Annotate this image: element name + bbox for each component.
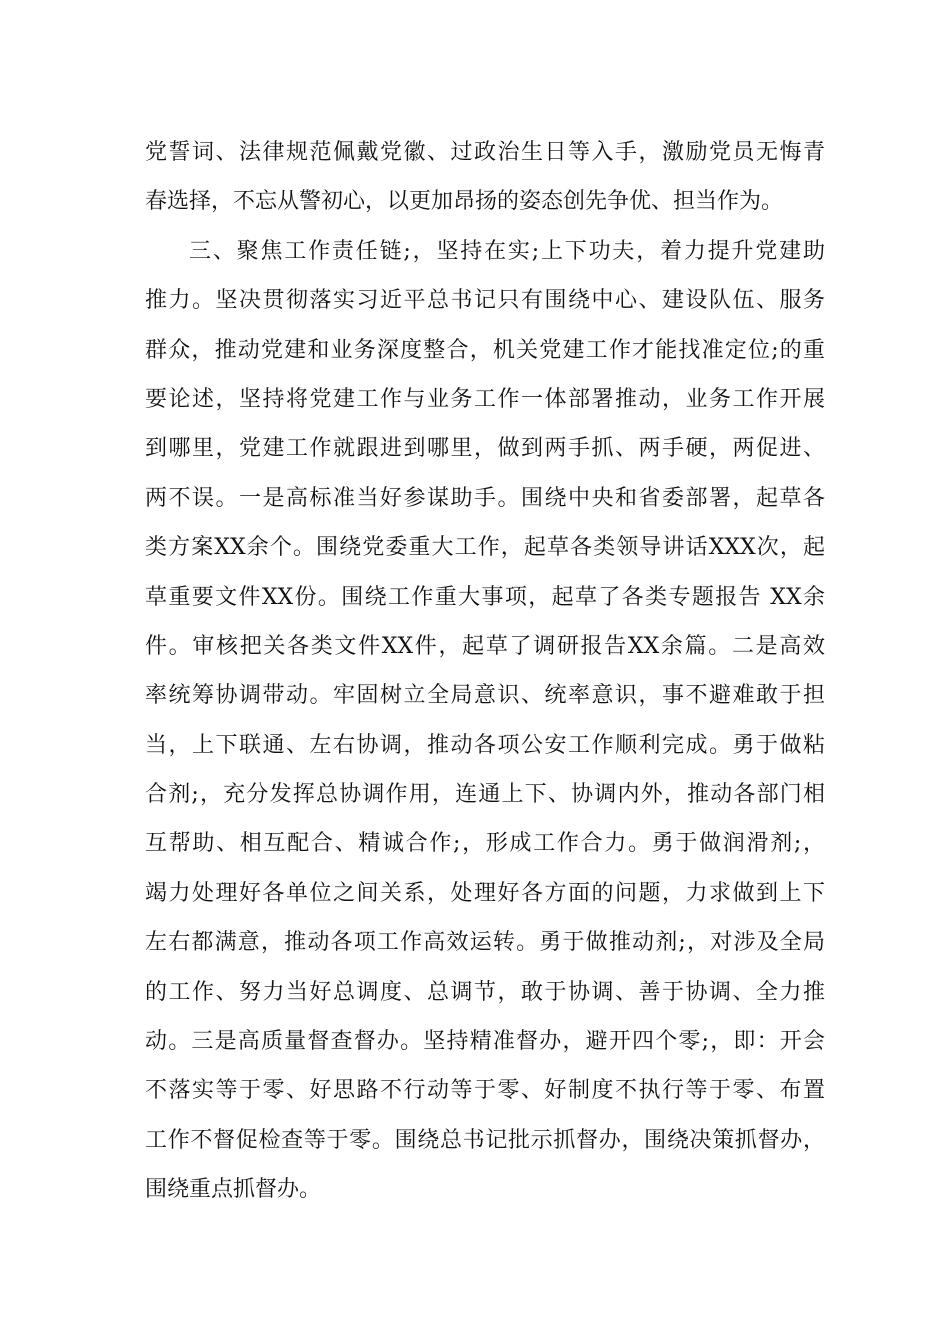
text-line: 竭力处理好各单位之间关系，处理好各方面的问题，力求做到上下: [145, 880, 825, 906]
text-line: 推力。坚决贯彻落实习近平总书记只有围绕中心、建设队伍、服务: [145, 288, 825, 314]
text-line: 的工作、努力当好总调度、总调节，敢于协调、善于协调、全力推: [145, 979, 825, 1005]
text-line: 群众，推动党建和业务深度整合，机关党建工作才能找准定位;的重: [145, 337, 825, 363]
text-line: 草重要文件XX份。围绕工作重大事项，起草了各类专题报告 XX余: [145, 584, 825, 610]
text-line: 左右都满意，推动各项工作高效运转。勇于做推动剂;，对涉及全局: [145, 930, 825, 956]
text-line: 春选择，不忘从警初心，以更加昂扬的姿态创先争优、担当作为。: [145, 189, 784, 215]
text-line: 三、聚焦工作责任链;，坚持在实;上下功夫，着力提升党建助: [189, 238, 825, 264]
text-line: 两不误。一是高标准当好参谋助手。围绕中央和省委部署，起草各: [145, 485, 825, 511]
text-line: 要论述，坚持将党建工作与业务工作一体部署推动，业务工作开展: [145, 386, 825, 412]
text-line: 党誓词、法律规范佩戴党徽、过政治生日等入手，激励党员无悔青: [145, 140, 825, 165]
text-line: 当，上下联通、左右协调，推动各项公安工作顺利完成。勇于做粘: [145, 732, 825, 758]
text-line: 工作不督促检查等于零。围绕总书记批示抓督办，围绕决策抓督办，: [145, 1127, 825, 1153]
body-text: [145, 128, 825, 1215]
text-line: 合剂;，充分发挥总协调作用，连通上下、协调内外，推动各部门相: [145, 782, 825, 808]
text-line: 动。三是高质量督查督办。坚持精准督办，避开四个零;，即：开会: [145, 1029, 825, 1055]
text-line: 互帮助、相互配合、精诚合作;，形成工作合力。勇于做润滑剂;，: [145, 831, 825, 857]
text-line: 到哪里，党建工作就跟进到哪里，做到两手抓、两手硬，两促进、: [145, 436, 825, 462]
text-line: 件。审核把关各类文件XX件，起草了调研报告XX余篇。二是高效: [145, 633, 825, 659]
text-line: 围绕重点抓督办。: [145, 1177, 322, 1203]
text-line: 类方案XX余个。围绕党委重大工作，起草各类领导讲话XXX次，起: [145, 535, 825, 561]
text-line: 率统筹协调带动。牢固树立全局意识、统率意识，事不避难敢于担: [145, 683, 825, 709]
text-line: 不落实等于零、好思路不行动等于零、好制度不执行等于零、布置: [145, 1078, 825, 1104]
